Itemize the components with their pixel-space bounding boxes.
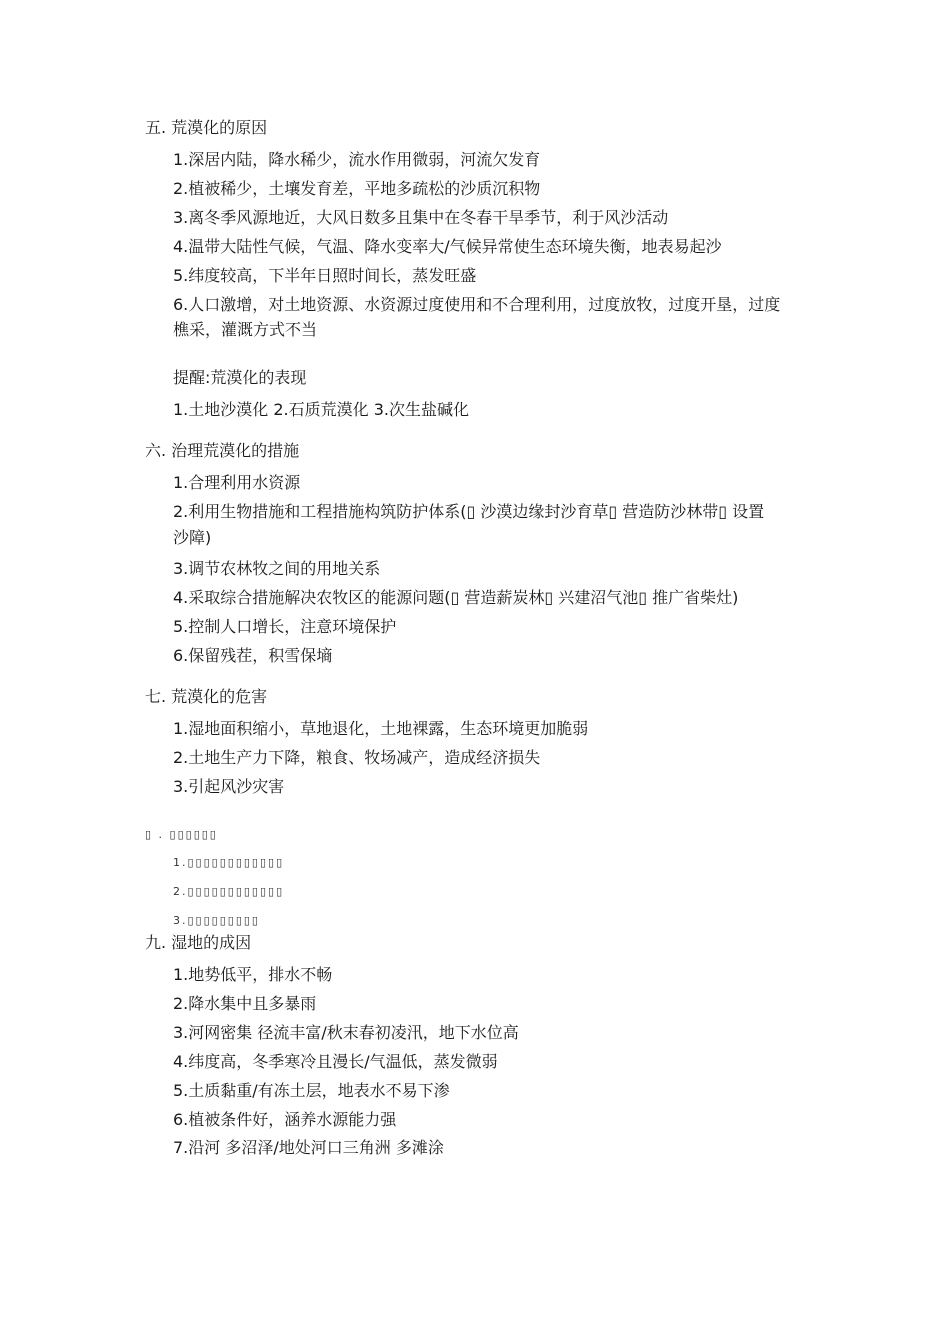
list-item: 2.土地生产力下降，粮食、牧场减产，造成经济损失 [173,748,541,767]
list-item: 1.▯▯▯▯▯▯▯▯▯▯▯▯ [173,856,285,869]
list-item: 1.湿地面积缩小，草地退化，土地裸露，生态环境更加脆弱 [173,719,589,738]
list-item: 3.调节农林牧之间的用地关系 [173,559,381,578]
list-item: 2.利用生物措施和工程措施构筑防护体系(▯ 沙漠边缘封沙育草▯ 营造防沙林带▯ 设置 [173,502,765,521]
list-item: 3.离冬季风源地近，大风日数多且集中在冬春干旱季节，利于风沙活动 [173,208,669,227]
list-item: 4.纬度高，冬季寒冷且漫长/气温低，蒸发微弱 [173,1052,498,1071]
list-item-continuation: 沙障) [173,528,212,547]
list-item: 5.纬度较高，下半年日照时间长，蒸发旺盛 [173,266,477,285]
tip-text: 1.土地沙漠化 2.石质荒漠化 3.次生盐碱化 [173,400,469,419]
list-item: 1.地势低平，排水不畅 [173,965,333,984]
section-8-title: ▯ . ▯▯▯▯▯▯ [145,828,218,841]
list-item: 5.控制人口增长，注意环境保护 [173,617,397,636]
list-item: 1.深居内陆，降水稀少，流水作用微弱，河流欠发育 [173,150,541,169]
tip-label: 提醒:荒漠化的表现 [173,368,307,387]
list-item: 2.▯▯▯▯▯▯▯▯▯▯▯▯ [173,885,285,898]
list-item: 4.采取综合措施解决农牧区的能源问题(▯ 营造薪炭林▯ 兴建沼气池▯ 推广省柴灶) [173,588,739,607]
section-6-title: 六. 治理荒漠化的措施 [145,441,300,460]
list-item-continuation: 樵采，灌溉方式不当 [173,320,318,339]
section-5-title: 五. 荒漠化的原因 [145,118,268,137]
section-7-title: 七. 荒漠化的危害 [145,687,268,706]
list-item: 6.保留残茬，积雪保墒 [173,646,333,665]
list-item: 3.引起风沙灾害 [173,777,285,796]
list-item: 5.土质黏重/有冻土层，地表水不易下渗 [173,1081,450,1100]
section-9-title: 九. 湿地的成因 [145,933,252,952]
list-item: 3.▯▯▯▯▯▯▯▯▯ [173,914,260,927]
list-item: 1.合理利用水资源 [173,473,301,492]
list-item: 2.植被稀少，土壤发育差，平地多疏松的沙质沉积物 [173,179,541,198]
list-item: 3.河网密集 径流丰富/秋末春初凌汛，地下水位高 [173,1023,519,1042]
list-item: 6.人口激增，对土地资源、水资源过度使用和不合理利用，过度放牧，过度开垦，过度 [173,295,781,314]
list-item: 4.温带大陆性气候，气温、降水变率大/气候异常使生态环境失衡，地表易起沙 [173,237,722,256]
list-item: 7.沿河 多沼泽/地处河口三角洲 多滩涂 [173,1138,444,1157]
list-item: 6.植被条件好，涵养水源能力强 [173,1110,397,1129]
list-item: 2.降水集中且多暴雨 [173,994,317,1013]
